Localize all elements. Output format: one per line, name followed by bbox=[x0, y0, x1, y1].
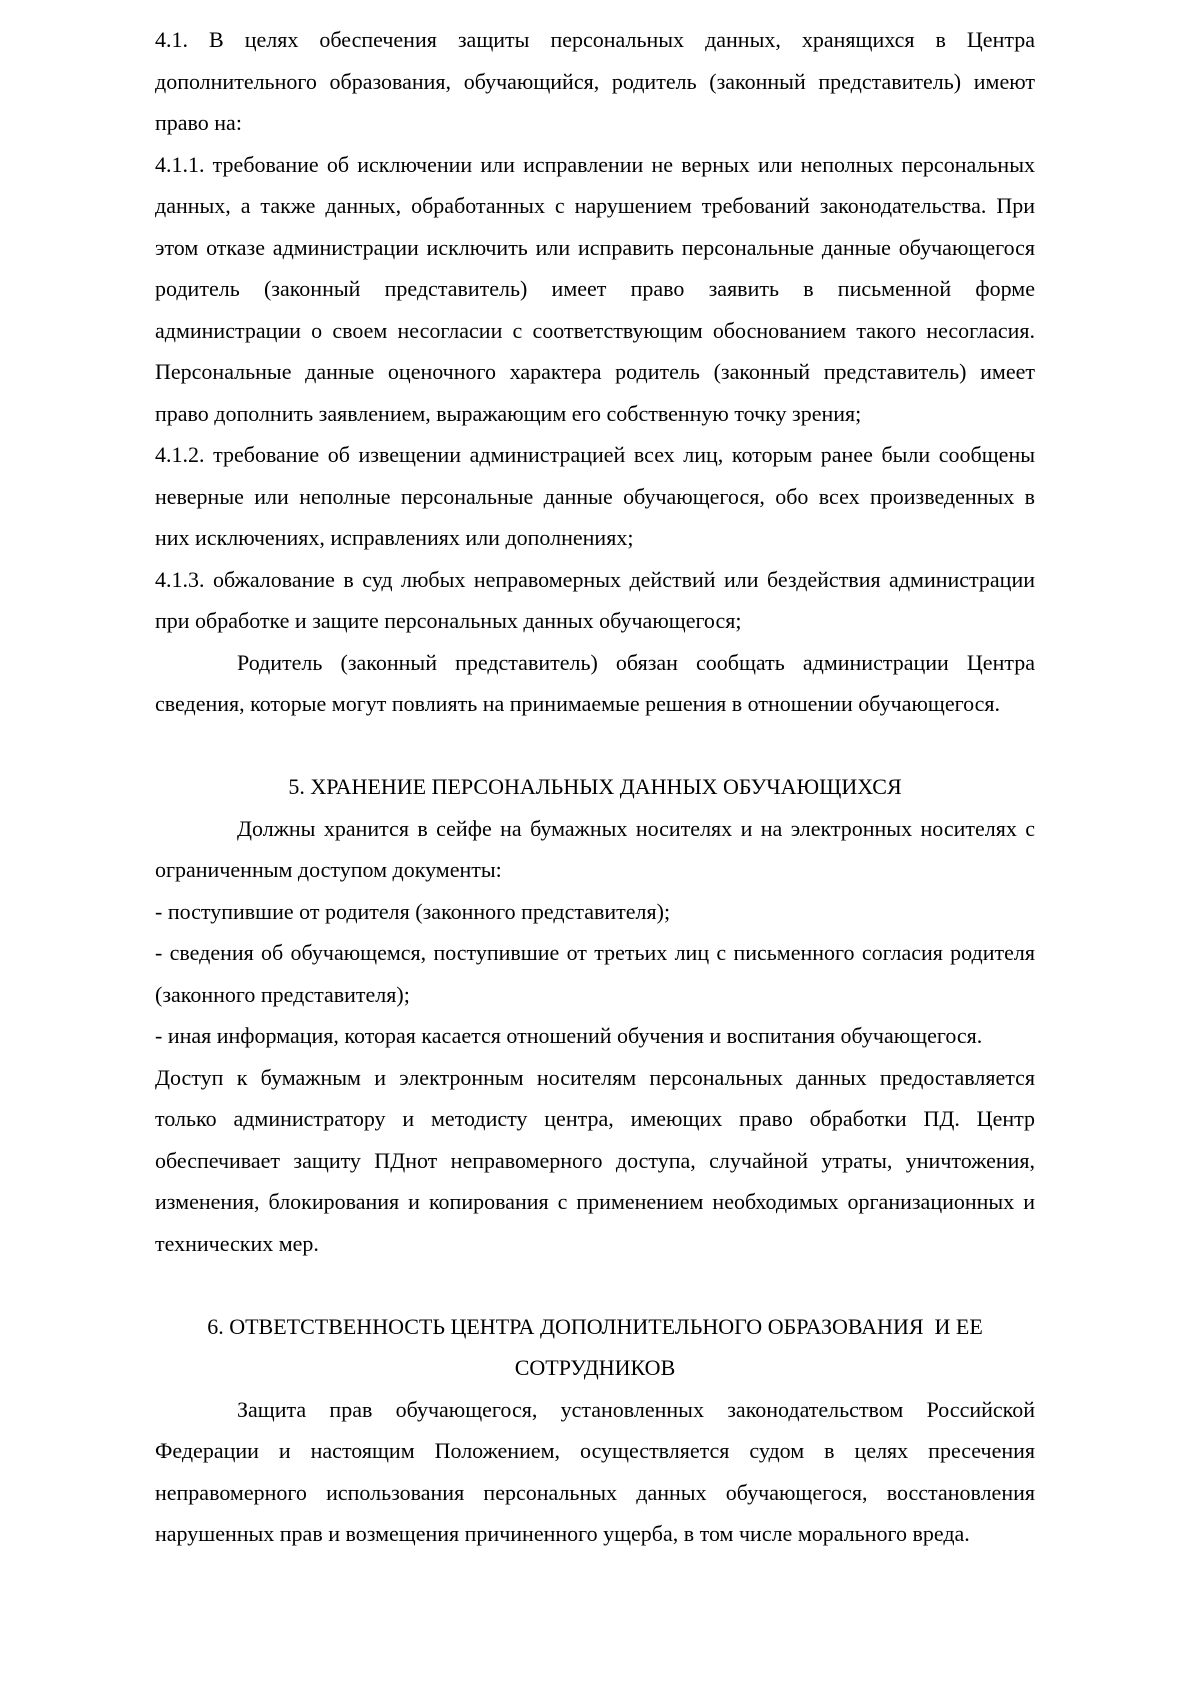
paragraph-line: (законного представителя); bbox=[155, 981, 410, 1007]
section-5-heading bbox=[155, 766, 1035, 808]
paragraph-line: Доступ к бумажным и электронным носителям персональных данных предоставляется bbox=[155, 1064, 1035, 1090]
paragraph-line: дополнительного образования, обучающийся, родитель (законный представитель) имеют bbox=[155, 68, 1035, 94]
paragraph-line: - иная информация, которая касается отношений обучения и воспитания обучающегося. bbox=[155, 1023, 983, 1048]
clause-4-1 bbox=[155, 19, 1035, 144]
paragraph-line: нарушенных прав и возмещения причиненного ущерба, в том числе морального вреда. bbox=[155, 1521, 970, 1546]
storage-list-item-2 bbox=[155, 932, 1035, 1015]
heading-line: 5. ХРАНЕНИЕ ПЕРСОНАЛЬНЫХ ДАННЫХ ОБУЧАЮЩИХСЯ bbox=[288, 774, 902, 799]
paragraph-line: 4.1.3. обжалование в суд любых неправомерных действий или бездействия администрации bbox=[155, 566, 1035, 592]
parent-obligation-paragraph bbox=[155, 642, 1035, 725]
access-paragraph bbox=[155, 1057, 1035, 1265]
paragraph-line: Защита прав обучающегося, установленных законодательством Российской bbox=[237, 1396, 1035, 1422]
paragraph-line: 4.1. В целях обеспечения защиты персональных данных, хранящихся в Центра bbox=[155, 27, 1035, 52]
paragraph-line: них исключениях, исправлениях или дополнениях; bbox=[155, 525, 634, 550]
paragraph-line: технических мер. bbox=[155, 1230, 319, 1256]
paragraph-line: - сведения об обучающемся, поступившие от третьих лиц с письменного согласия родителя bbox=[155, 940, 1035, 965]
clause-4-1-1 bbox=[155, 144, 1035, 435]
paragraph-line: этом отказе администрации исключить или исправить персональные данные обучающегося bbox=[155, 234, 1035, 260]
clause-4-1-3 bbox=[155, 559, 1035, 642]
paragraph-line: Федерации и настоящим Положением, осуществляется судом в целях пресечения bbox=[155, 1438, 1035, 1463]
paragraph-line: данных, а также данных, обработанных с нарушением требований законодательства. При bbox=[155, 193, 1035, 218]
heading-line: СОТРУДНИКОВ bbox=[514, 1355, 676, 1380]
paragraph-line: 4.1.2. требование об извещении администрацией всех лиц, которым ранее были сообщены bbox=[155, 442, 1035, 467]
storage-list-item-1 bbox=[155, 891, 1035, 933]
storage-list-item-3 bbox=[155, 1015, 1035, 1057]
paragraph-line: ограниченным доступом документы: bbox=[155, 857, 502, 882]
blank-line bbox=[155, 1264, 1035, 1306]
paragraph-line: 4.1.1. требование об исключении или исправлении не верных или неполных персональных bbox=[155, 151, 1035, 177]
paragraph-line: Должны хранится в сейфе на бумажных носителях и на электронных носителях с bbox=[237, 815, 1035, 841]
paragraph-line: администрации о своем несогласии с соответствующим обоснованием такого несогласия. bbox=[155, 317, 1035, 343]
paragraph-line: при обработке и защите персональных данных обучающегося; bbox=[155, 608, 742, 633]
paragraph-line: - поступившие от родителя (законного представителя); bbox=[155, 898, 671, 924]
clause-4-1-2 bbox=[155, 434, 1035, 559]
liability-paragraph bbox=[155, 1389, 1035, 1555]
paragraph-line: право дополнить заявлением, выражающим его собственную точку зрения; bbox=[155, 400, 862, 426]
paragraph-line: сведения, которые могут повлиять на принимаемые решения в отношении обучающегося. bbox=[155, 691, 1001, 716]
paragraph-line: только администратору и методисту центра, имеющих право обработки ПД. Центр bbox=[155, 1106, 1035, 1131]
section-6-heading bbox=[155, 1306, 1035, 1389]
paragraph-line: обеспечивает защиту ПДнот неправомерного доступа, случайной утраты, уничтожения, bbox=[155, 1147, 1035, 1173]
blank-line bbox=[155, 725, 1035, 767]
paragraph-line: родитель (законный представитель) имеет право заявить в письменной форме bbox=[155, 276, 1035, 301]
paragraph-line: изменения, блокирования и копирования с применением необходимых организационных и bbox=[155, 1189, 1035, 1214]
paragraph-line: Родитель (законный представитель) обязан сообщать администрации Центра bbox=[237, 649, 1035, 675]
storage-intro-paragraph bbox=[155, 808, 1035, 891]
paragraph-line: неверные или неполные персональные данные обучающегося, обо всех произведенных в bbox=[155, 483, 1035, 509]
heading-line: 6. ОТВЕТСТВЕННОСТЬ ЦЕНТРА ДОПОЛНИТЕЛЬНОГО ОБРАЗОВАНИЯ И ЕЕ bbox=[207, 1313, 983, 1339]
paragraph-line: неправомерного использования персональных данных обучающегося, восстановления bbox=[155, 1479, 1035, 1505]
paragraph-line: Персональные данные оценочного характера родитель (законный представитель) имеет bbox=[155, 359, 1035, 384]
paragraph-line: право на: bbox=[155, 110, 242, 135]
